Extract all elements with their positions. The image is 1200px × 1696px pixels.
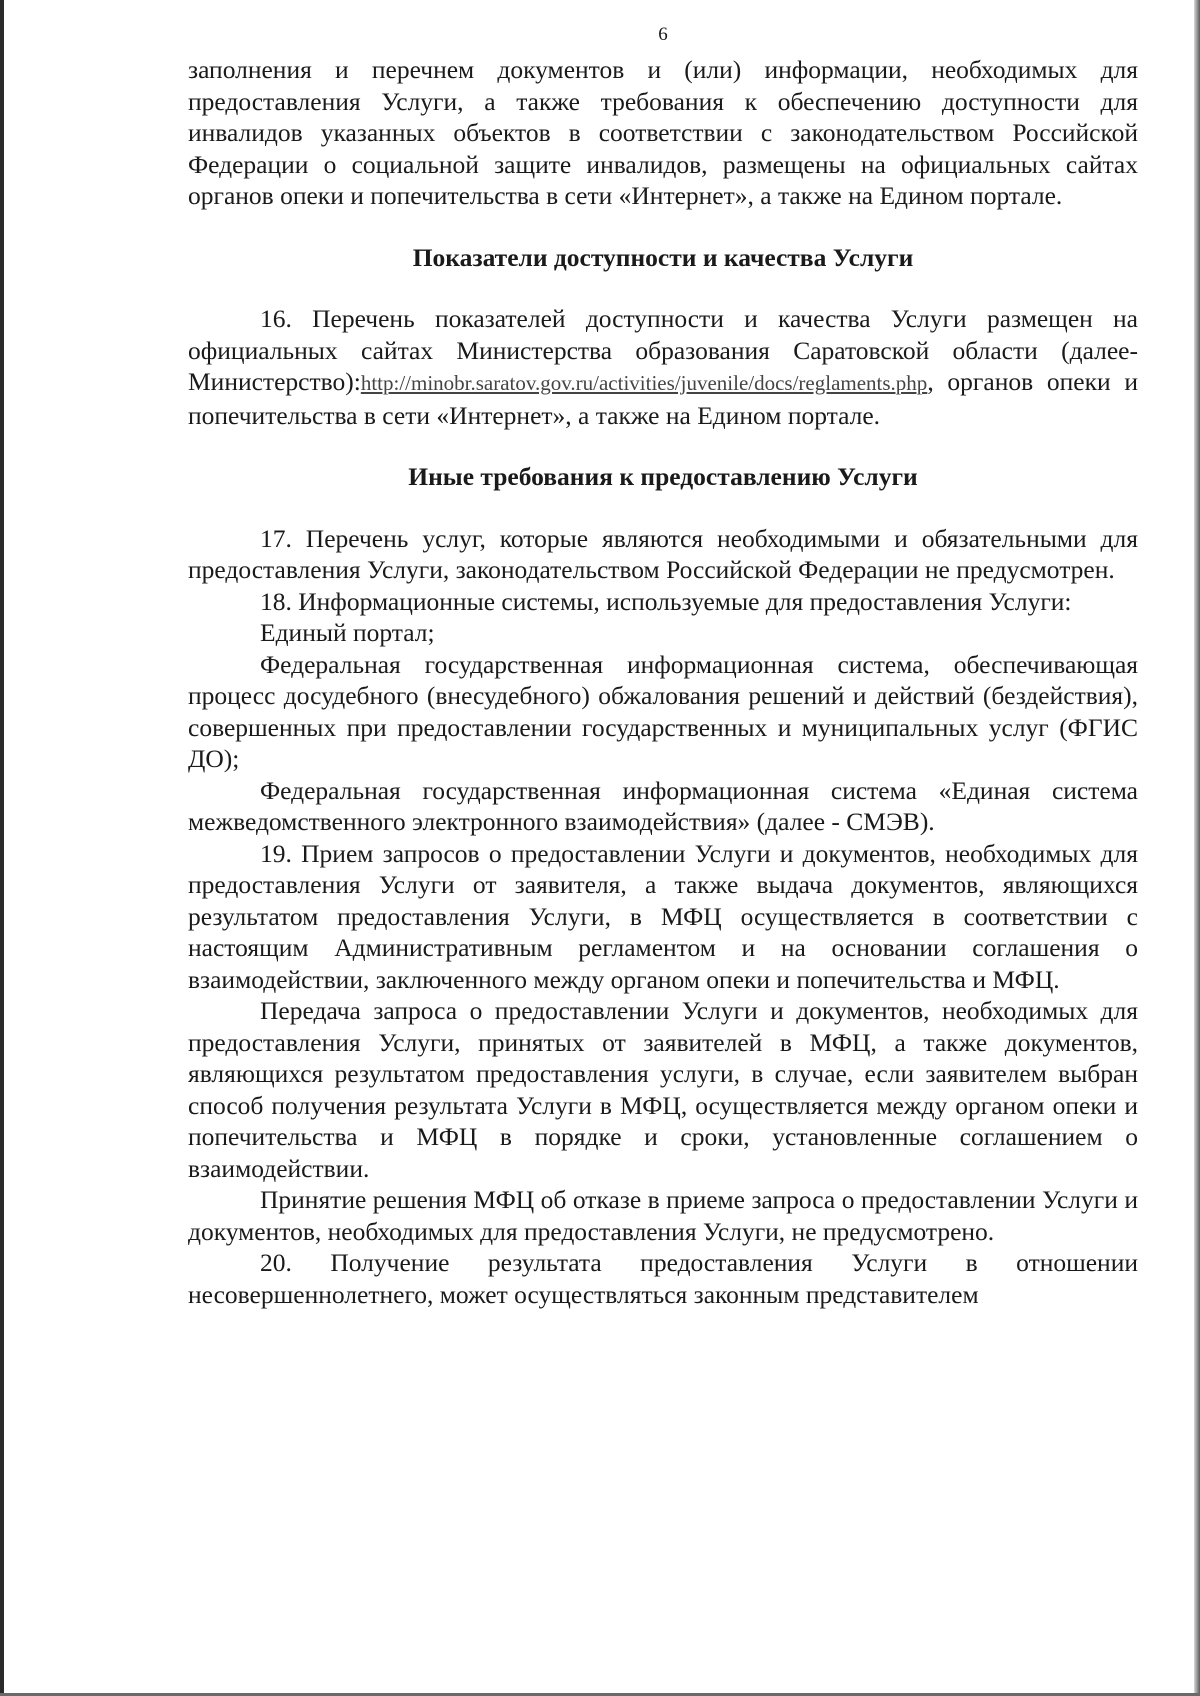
- paragraph-16-tail: , органов опеки и попечительства в сети «Интернет», а также на Едином портале.: [188, 367, 1138, 430]
- document-page: [188, 22, 1138, 1310]
- spacer: [188, 273, 1138, 303]
- spacer: [188, 493, 1138, 523]
- page-number: 6: [658, 24, 668, 45]
- paragraph-19-refusal: Принятие решения МФЦ об отказе в приеме запроса о предоставлении Услуги и документов, необходимых для предоставления Услуги, не предусмотрено.: [188, 1185, 1138, 1246]
- scan-edge-left: [0, 0, 4, 1696]
- paragraph-16-text: 16. Перечень показателей доступности и качества Услуги размещен на официальных сайтах Министерства образования Саратовской области (далее- Министерство):: [188, 304, 1138, 396]
- spacer: [188, 431, 1138, 461]
- ministry-link[interactable]: http://minobr.saratov.gov.ru/activities/juvenile/docs/reglaments.php: [360, 371, 928, 395]
- paragraph-19: 19. Прием запросов о предоставлении Услуги и документов, необходимых для предоставления Услуги от заявителя, а также выдача документов, являющихся результатом предоставления Услуги, в МФЦ осуществляется в соответствии с настоящим Административным регламентом и на основании соглашения о взаимодействии, заключенного между органом опеки и попечительства и МФЦ.: [188, 838, 1138, 994]
- paragraph-20: 20. Получение результата предоставления Услуги в отношении несовершеннолетнего, может осуществляться законным представителем: [188, 1248, 1138, 1309]
- paragraph-16: [188, 303, 1138, 431]
- paragraph-17: 17. Перечень услуг, которые являются необходимыми и обязательными для предоставления Услуги, законодательством Российской Федерации не предусмотрен.: [188, 523, 1138, 584]
- paragraph-18: 18. Информационные системы, используемые для предоставления Услуги:: [260, 586, 1072, 616]
- paragraph-18-item-3: Федеральная государственная информационная система «Единая система межведомственного электронного взаимодействия» (далее - СМЭВ).: [188, 775, 1138, 836]
- paragraph-18-item-1: Единый портал;: [260, 618, 435, 647]
- section-heading-quality: Показатели доступности и качества Услуги: [412, 242, 914, 272]
- paragraph-19-transfer: Передача запроса о предоставлении Услуги и документов, необходимых для предоставления Услуги, принятых от заявителей в МФЦ, а также документов, являющихся результатом предоставления услуги, в случае, если заявителем выбран способ получения результата Услуги в МФЦ, осуществляется между органом опеки и попечительства и МФЦ в порядке и сроки, установленные соглашением о взаимодействии.: [188, 996, 1138, 1183]
- scan-edge-right: [1194, 0, 1200, 1696]
- intro-paragraph: заполнения и перечнем документов и (или) информации, необходимых для предоставления Услуги, а также требования к обеспечению доступности для инвалидов указанных объектов в соответствии с законодательством Российской Федерации о социальной защите инвалидов, размещены на официальных сайтах органов опеки и попечительства в сети «Интернет», а также на Едином портале.: [188, 55, 1138, 210]
- spacer: [188, 212, 1138, 242]
- section-heading-other: Иные требования к предоставлению Услуги: [408, 462, 918, 491]
- paragraph-18-item-2: Федеральная государственная информационная система, обеспечивающая процесс досудебного (внесудебного) обжалования решений и действий (бездействия), совершенных при предоставлении государственных и муниципальных услуг (ФГИС ДО);: [188, 649, 1138, 773]
